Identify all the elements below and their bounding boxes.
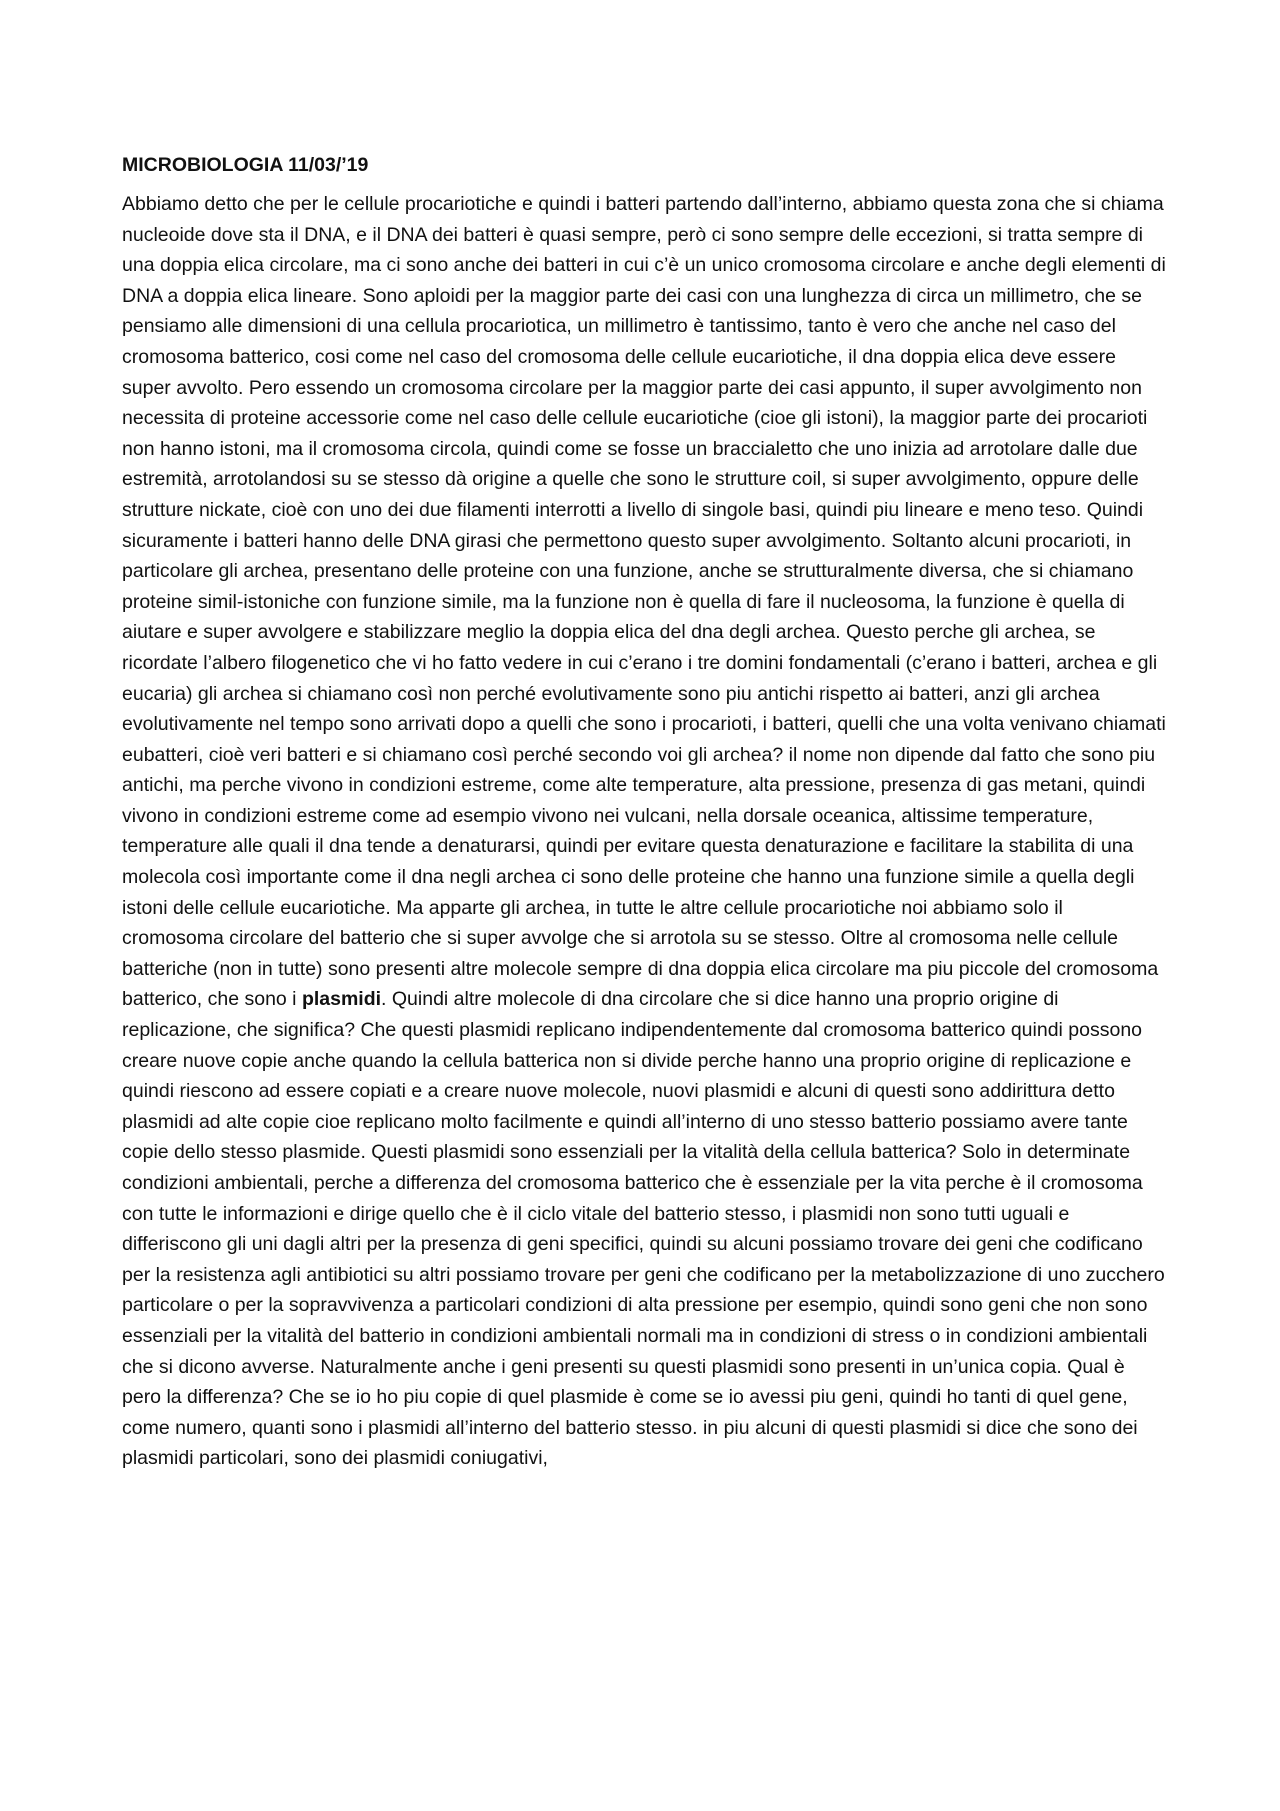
- document-title: MICROBIOLOGIA 11/03/’19: [122, 154, 369, 176]
- body-paragraph: [122, 189, 1167, 1474]
- paragraph-text-part1: Abbiamo detto che per le cellule procariotiche e quindi i batteri partendo dall’interno, abbiamo questa zona che si chiama nucleoide dove sta il DNA, e il DNA dei batteri è quasi sempre, però ci sono sempre delle eccezioni, si tratta sempre di una doppia elica circolare, ma ci sono anche dei batteri in cui c’è un unico cromosoma circolare e anche degli elementi di DNA a doppia elica lineare. Sono aploidi per la maggior parte dei casi con una lunghezza di circa un millimetro, che se pensiamo alle dimensioni di una cellula procariotica, un millimetro è tantissimo, tanto è vero che anche nel caso del cromosoma batterico, cosi come nel caso del cromosoma delle cellule eucariotiche, il dna doppia elica deve essere super avvolto. Pero essendo un cromosoma circolare per la maggior parte dei casi appunto, il super avvolgimento non necessita di proteine accessorie come nel caso delle cellule eucariotiche (cioe gli istoni), la maggior parte dei procarioti non hanno istoni, ma il cromosoma circola, quindi come se fosse un braccialetto che uno inizia ad arrotolare dalle due estremità, arrotolandosi su se stesso dà origine a quelle che sono le strutture coil, si super avvolgimento, oppure delle strutture nickate, cioè con uno dei due filamenti interrotti a livello di singole basi, quindi piu lineare e meno teso. Quindi sicuramente i batteri hanno delle DNA girasi che permettono questo super avvolgimento. Soltanto alcuni procarioti, in particolare gli archea, presentano delle proteine con una funzione, anche se strutturalmente diversa, che si chiamano proteine simil-istoniche con funzione simile, ma la funzione non è quella di fare il nucleosoma, la funzione è quella di aiutare e super avvolgere e stabilizzare meglio la doppia elica del dna degli archea. Questo perche gli archea, se ricordate l’albero filogenetico che vi ho fatto vedere in cui c’erano i tre domini fondamentali (c’erano i batteri, archea e gli eucaria) gli archea si chiamano così non perché evolutivamente sono piu antichi rispetto ai batteri, anzi gli archea evolutivamente nel tempo sono arrivati dopo a quelli che sono i procarioti, i batteri, quelli che una volta venivano chiamati eubatteri, cioè veri batteri e si chiamano così perché secondo voi gli archea? il nome non dipende dal fatto che sono piu antichi, ma perche vivono in condizioni estreme, come alte temperature, alta pressione, presenza di gas metani, quindi vivono in condizioni estreme come ad esempio vivono nei vulcani, nella dorsale oceanica, altissime temperature, temperature alle quali il dna tende a denaturarsi, quindi per evitare questa denaturazione e facilitare la stabilita di una molecola così importante come il dna negli archea ci sono delle proteine che hanno una funzione simile a quella degli istoni delle cellule eucariotiche. Ma apparte gli archea, in tutte le altre cellule procariotiche noi abbiamo solo il cromosoma circolare del batterio che si super avvolge che si arrotola su se stesso. Oltre al cromosoma nelle cellule batteriche (non in tutte) sono presenti altre molecole sempre di dna doppia elica circolare ma piu piccole del cromosoma batterico, che sono i: [122, 193, 1166, 1011]
- paragraph-text-part2: . Quindi altre molecole di dna circolare che si dice hanno una proprio origine di replicazione, che significa? Che questi plasmidi replicano indipendentemente dal cromosoma batterico quindi possono creare nuove copie anche quando la cellula batterica non si divide perche hanno una proprio origine di replicazione e quindi riescono ad essere copiati e a creare nuove molecole, nuovi plasmidi e alcuni di questi sono addirittura detto plasmidi ad alte copie cioe replicano molto facilmente e quindi all’interno di uno stesso batterio possiamo avere tante copie dello stesso plasmide. Questi plasmidi sono essenziali per la vitalità della cellula batterica? Solo in determinate condizioni ambientali, perche a differenza del cromosoma batterico che è essenziale per la vita perche è il cromosoma con tutte le informazioni e dirige quello che è il ciclo vitale del batterio stesso, i plasmidi non sono tutti uguali e differiscono gli uni dagli altri per la presenza di geni specifici, quindi su alcuni possiamo trovare dei geni che codificano per la resistenza agli antibiotici su altri possiamo trovare per geni che codificano per la metabolizzazione di uno zucchero particolare o per la sopravvivenza a particolari condizioni di alta pressione per esempio, quindi sono geni che non sono essenziali per la vitalità del batterio in condizioni ambientali normali ma in condizioni di stress o in condizioni ambientali che si dicono avverse. Naturalmente anche i geni presenti su questi plasmidi sono presenti in un’unica copia. Qual è pero la differenza? Che se io ho piu copie di quel plasmide è come se io avessi piu geni, quindi ho tanti di quel gene, come numero, quanti sono i plasmidi all’interno del batterio stesso. in piu alcuni di questi plasmidi si dice che sono dei plasmidi particolari, sono dei plasmidi coniugativi,: [122, 988, 1165, 1470]
- bold-term-plasmidi: plasmidi: [301, 988, 382, 1011]
- document-content: [122, 150, 1167, 1474]
